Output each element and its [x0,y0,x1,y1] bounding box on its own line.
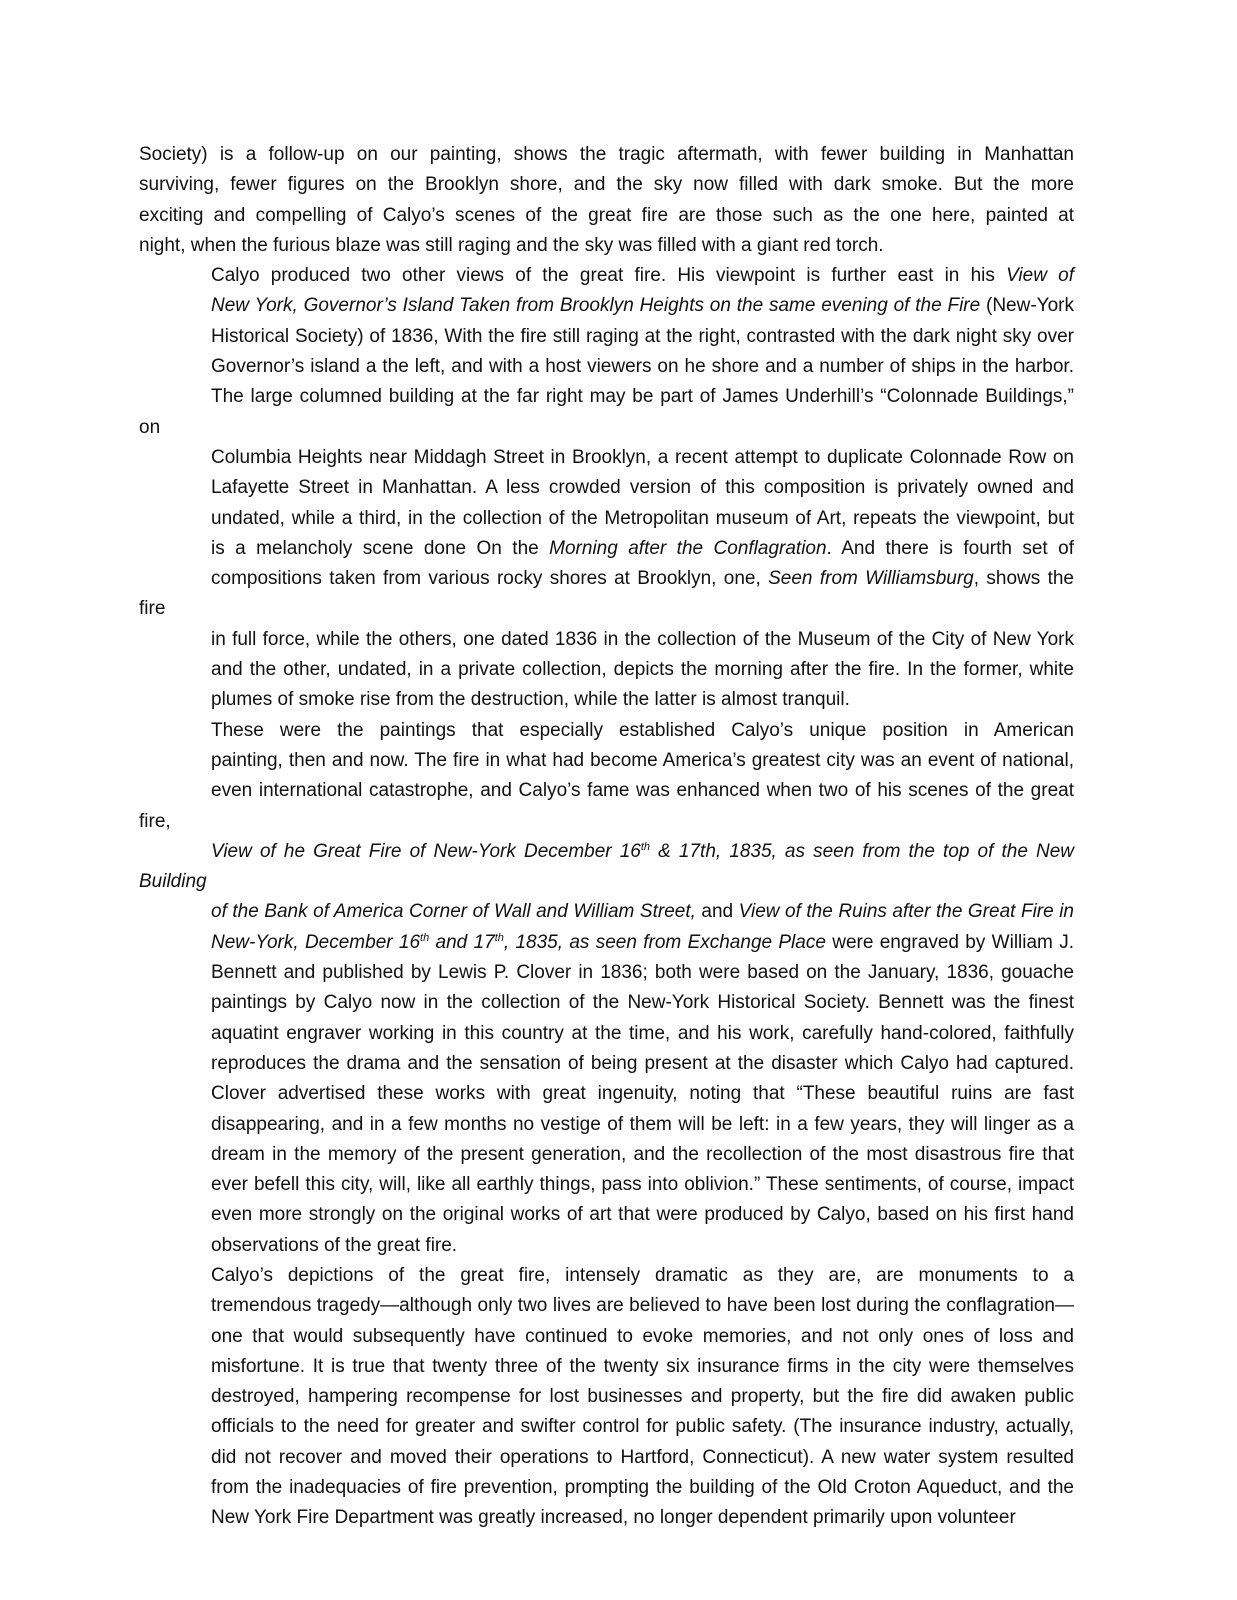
text-segment: one that would subsequently have continued to evoke memories, and not only ones of loss and [211,1325,1074,1347]
text-segment: Society) is a follow-up on our painting, shows the tragic aftermath, with fewer building in Manhattan [139,144,1074,165]
text-line [139,837,1074,898]
text-line [139,625,1074,655]
italic-title-text: and 17 [429,931,495,953]
text-segment: paintings by Calyo now in the collection of the New-York Historical Society. Bennett was the finest [211,992,1074,1014]
text-line [139,1231,1074,1261]
text-segment: dream in the memory of the present generation, and the recollection of the most disastrous fire that [211,1143,1074,1165]
text-segment: Columbia Heights near Middagh Street in Brooklyn, a recent attempt to duplicate Colonnade Row on [211,446,1074,468]
text-segment: night, when the furious blaze was still raging and the sky was filled with a giant red torch. [139,234,884,256]
text-segment: New York Fire Department was greatly increased, no longer dependent primarily upon volunteer [211,1507,1016,1529]
document-page [139,140,1074,1534]
text-line [139,1412,1074,1442]
text-segment: Clover advertised these works with great ingenuity, noting that “These beautiful ruins are fast [211,1083,1074,1105]
text-line [139,564,1074,625]
text-segment: even more strongly on the original works of art that were produced by Calyo, based on his first hand [211,1204,1074,1226]
superscript-text: th [420,931,430,944]
text-line [139,988,1074,1018]
text-segment: and [695,901,739,923]
text-line [139,1443,1074,1473]
text-segment: disappearing, and in a few months no vestige of them will be left: in a few years, they will linger as a [211,1113,1074,1135]
text-line [139,1140,1074,1170]
text-segment: Historical Society) of 1836, With the fire still raging at the right, contrasted with the dark night sky over [211,325,1074,347]
text-line [139,776,1074,837]
italic-title-text: View of [1006,265,1074,287]
paragraph-2 [139,261,1074,715]
text-segment: The large columned building at the far right may be part of James Underhill’s “Colonnade Buildings,” on [139,386,1074,438]
italic-title-text: of the Bank of America Corner of Wall and William Street, [211,901,696,923]
text-line [139,322,1074,352]
text-line [139,382,1074,443]
italic-title-text: View of he Great Fire of New-York December 16 [211,840,641,862]
text-segment: Governor’s island a the left, and with a host viewers on he shore and a number of ships in the harbor. [211,356,1074,378]
text-line [139,1200,1074,1230]
text-segment: (New-York [980,295,1074,317]
text-segment: . And there is fourth set of [826,537,1074,559]
text-line [139,473,1074,503]
text-line [139,1473,1074,1503]
text-line [139,261,1074,291]
text-line [139,685,1074,715]
text-segment: from the inadequacies of fire prevention, prompting the building of the Old Croton Aqueduct, and the [211,1477,1074,1499]
italic-title-text: & 17th, 1835, as seen from the top of the New Building [139,840,1074,893]
text-line [139,231,1074,261]
paragraph-4 [139,1261,1074,1534]
text-line [139,1170,1074,1200]
text-segment: Lafayette Street in Manhattan. A less crowded version of this composition is privately owned and [211,477,1074,499]
text-segment: were engraved by William J. [825,931,1074,953]
text-line [139,1049,1074,1079]
text-line [139,1382,1074,1412]
text-segment: painting, then and now. The fire in what had become America’s greatest city was an event of national, [211,749,1074,771]
text-segment: destroyed, hampering recompense for lost businesses and property, but the fire did awaken public [211,1386,1074,1408]
text-segment: , shows the fire [139,568,1074,620]
text-line [139,1079,1074,1109]
text-line [139,1352,1074,1382]
text-segment: Calyo’s depictions of the great fire, intensely dramatic as they are, are monuments to a [211,1264,1074,1286]
text-segment: These were the paintings that especially established Calyo’s unique position in American [211,719,1074,741]
text-line [139,534,1074,564]
text-segment: compositions taken from various rocky shores at Brooklyn, one, [211,568,769,590]
paragraph-1 [139,140,1074,261]
text-line [139,1322,1074,1352]
text-segment: surviving, fewer figures on the Brooklyn shore, and the sky now filled with dark smoke. But the more [139,174,1074,196]
text-line [139,716,1074,746]
italic-title-text: New-York, December 16 [211,931,421,953]
text-line [139,1019,1074,1049]
text-line [139,958,1074,988]
text-segment: reproduces the drama and the sensation of being present at the disaster which Calyo had captured. [211,1052,1074,1074]
italic-title-text: , 1835, as seen from Exchange Place [503,931,826,953]
text-line [139,928,1074,958]
text-segment: did not recover and moved their operations to Hartford, Connecticut). A new water system resulted [211,1446,1074,1468]
text-segment: aquatint engraver working in this country at the time, and his work, carefully hand-colored, faithfully [211,1022,1074,1044]
text-segment: is a melancholy scene done On the [211,537,550,559]
italic-title-text: New York, Governor’s Island Taken from Brooklyn Heights on the same evening of the Fire [211,295,981,317]
text-segment: tremendous tragedy—although only two lives are believed to have been lost during the conflagration— [211,1295,1074,1317]
text-segment: officials to the need for greater and swifter control for public safety. (The insurance industry, actually, [211,1416,1074,1438]
text-line [139,1291,1074,1321]
text-line [139,1261,1074,1291]
text-segment: plumes of smoke rise from the destruction, while the latter is almost tranquil. [211,689,850,711]
text-segment: misfortune. It is true that twenty three of the twenty six insurance firms in the city were themselves [211,1355,1074,1377]
text-line [139,897,1074,927]
text-line [139,443,1074,473]
text-line [139,140,1074,170]
italic-title-text: View of the Ruins after the Great Fire in [738,901,1074,923]
text-segment: Calyo produced two other views of the great fire. His viewpoint is further east in his [211,265,1007,287]
superscript-text: th [494,931,504,944]
paragraph-3 [139,716,1074,1261]
text-line [139,1110,1074,1140]
text-segment: even international catastrophe, and Calyo’s fame was enhanced when two of his scenes of the great fire, [139,780,1074,832]
text-segment: Bennett and published by Lewis P. Clover in 1836; both were based on the January, 1836, gouache [211,962,1074,984]
text-line [139,352,1074,382]
text-segment: exciting and compelling of Calyo’s scenes of the great fire are those such as the one here, painted at [139,204,1074,226]
text-segment: ever befell this city, will, like all earthly things, pass into oblivion.” These sentiments, of course, impact [211,1174,1074,1196]
superscript-text: th [640,840,651,853]
italic-title-text: Seen from Williamsburg [768,568,974,590]
text-line [139,655,1074,685]
text-line [139,170,1074,200]
italic-title-text: Morning after the Conflagration [549,537,827,559]
text-line [139,746,1074,776]
text-line [139,504,1074,534]
body-text [139,140,1074,1534]
text-line [139,291,1074,321]
text-segment: undated, while a third, in the collection of the Metropolitan museum of Art, repeats the viewpoint, but [211,507,1074,529]
text-segment: in full force, while the others, one dated 1836 in the collection of the Museum of the City of New York [211,628,1074,650]
text-segment: observations of the great fire. [211,1234,458,1256]
text-line [139,201,1074,231]
text-line [139,1503,1074,1533]
text-segment: and the other, undated, in a private collection, depicts the morning after the fire. In the former, white [211,659,1074,681]
